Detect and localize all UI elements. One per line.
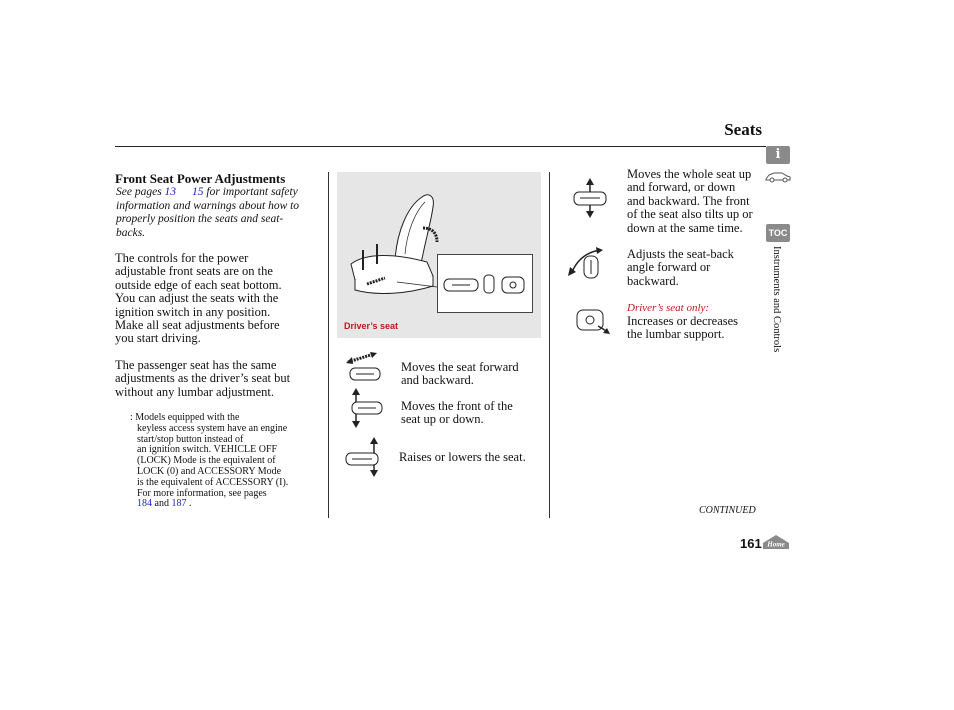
height-description: Raises or lowers the seat.: [399, 450, 526, 464]
footnote-line: start/stop button instead of: [137, 433, 244, 445]
text-line: you start driving.: [115, 331, 201, 346]
control-inset: [437, 254, 533, 313]
footnote-line: keyless access system have an engine: [137, 422, 288, 434]
text-line: seat up or down.: [401, 412, 484, 427]
text-line: Moves the front of the: [401, 399, 513, 413]
info-icon: i: [775, 147, 781, 162]
text-line: angle forward or: [627, 260, 711, 275]
info-tab[interactable]: [766, 146, 790, 164]
column-divider-right: [549, 172, 550, 518]
text-line: outside edge of each seat bottom.: [115, 277, 282, 292]
front-tilt-description: [401, 400, 541, 427]
recline-switch-icon: [566, 248, 608, 280]
link-page-15[interactable]: 15: [192, 186, 204, 198]
text-line: Moves the whole seat up: [627, 167, 752, 181]
recline-description: [627, 248, 767, 288]
slide-switch-icon: [344, 352, 384, 384]
passenger-paragraph: [115, 359, 327, 399]
text-line: without any lumbar adjustment.: [115, 384, 275, 399]
page-number: 161: [740, 536, 762, 551]
text-line: The passenger seat has the same: [115, 358, 277, 372]
continued-label: CONTINUED: [699, 505, 756, 516]
text-line: and backward. The front: [627, 193, 750, 208]
drivers-seat-only-label: Driver’s seat only:: [627, 302, 710, 314]
section-name: Instruments and Controls: [771, 246, 782, 353]
text-line: and forward, or down: [627, 180, 736, 195]
footnote-line: LOCK (0) and ACCESSORY Mode: [137, 465, 282, 477]
car-tab[interactable]: [764, 168, 792, 184]
text-line: ignition switch in any position.: [115, 304, 271, 319]
lumbar-description: [627, 315, 767, 342]
column-divider-left: [328, 172, 329, 518]
footnote-line: For more information, see pages: [137, 487, 267, 499]
see-pages-text: See pages: [116, 186, 165, 198]
footnote: [130, 413, 325, 510]
text-line: adjustable front seats are on the: [115, 264, 273, 279]
toc-button[interactable]: TOC: [766, 224, 790, 242]
slide-description: [401, 361, 541, 388]
safety-reference: [116, 186, 326, 240]
footnote-line: (LOCK) Mode is the equivalent of: [137, 455, 276, 467]
front-tilt-switch-icon: [346, 388, 386, 430]
footnote-line: : Models equipped with the: [130, 412, 240, 423]
car-icon: [764, 168, 792, 184]
footnote-end: .: [186, 498, 192, 510]
header-rule: [115, 146, 766, 147]
text-line: Moves the seat forward: [401, 360, 519, 374]
intro-paragraph: [115, 252, 327, 346]
text-line: backward.: [627, 273, 679, 288]
text-line: Increases or decreases: [627, 314, 739, 328]
text-line: Adjusts the seat-back: [627, 247, 734, 261]
height-switch-icon: [344, 437, 384, 479]
page-title: Seats: [724, 120, 762, 139]
footnote-and: and: [152, 498, 172, 510]
link-page-13[interactable]: 13: [164, 186, 177, 198]
whole-seat-description: [627, 168, 767, 235]
home-button[interactable]: [762, 534, 790, 550]
safety-text: for important safety: [203, 186, 298, 198]
text-line: down at the same time.: [627, 220, 743, 235]
section-heading: Front Seat Power Adjustments: [115, 171, 286, 186]
home-label: Home: [767, 540, 785, 549]
safety-text: properly position the seats and seat-: [116, 213, 284, 225]
link-page-187[interactable]: 187: [171, 498, 187, 510]
text-line: the lumbar support.: [627, 327, 725, 342]
figure-caption: Driver’s seat: [344, 321, 399, 331]
footnote-line: an ignition switch. VEHICLE OFF: [137, 444, 278, 456]
text-line: of the seat also tilts up or: [627, 207, 753, 222]
whole-seat-switch-icon: [572, 178, 612, 220]
lumbar-switch-icon: [574, 306, 614, 336]
safety-text: backs.: [116, 226, 146, 239]
text-line: Make all seat adjustments before: [115, 318, 280, 333]
text-line: The controls for the power: [115, 251, 249, 265]
home-icon: [762, 534, 790, 550]
safety-text: information and warnings about how to: [116, 199, 300, 212]
seat-controls-icon: [438, 255, 532, 312]
link-page-184[interactable]: 184: [137, 498, 152, 510]
text-line: and backward.: [401, 373, 474, 388]
text-line: You can adjust the seats with the: [115, 291, 279, 306]
footnote-line: is the equivalent of ACCESSORY (I).: [137, 476, 289, 488]
text-line: adjustments as the driver’s seat but: [115, 371, 291, 386]
